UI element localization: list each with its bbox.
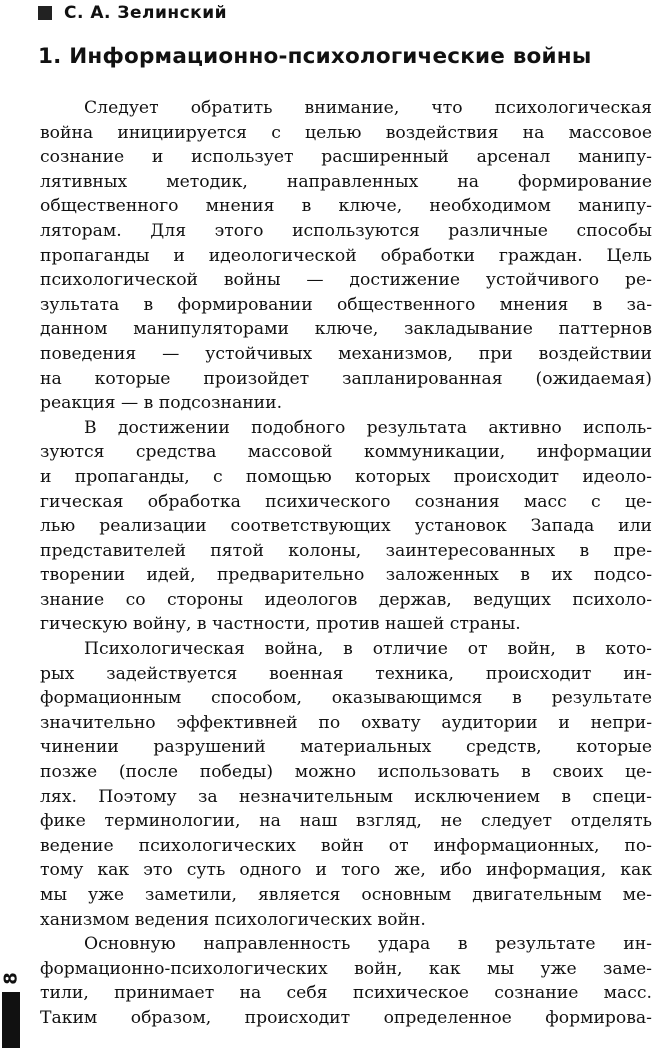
text-line: данном манипуляторами ключе, закладывание паттернов (40, 319, 652, 340)
text-line: общественного мнения в ключе, необходимом манипу- (40, 196, 652, 217)
text-line: значительно эффективней по охвату аудитории и непри- (40, 712, 652, 733)
text-line: рых задействуется военная техника, происходит ин- (40, 663, 652, 684)
text-line: зуются средства массовой коммуникации, информации (40, 442, 652, 463)
text-line: гическую войну, в частности, против нашей страны. (40, 614, 521, 635)
text-line: В достижении подобного результата активно исполь- (84, 417, 652, 438)
text-line: творении идей, предварительно заложенных в их подсо- (40, 565, 652, 586)
text-line: ханизмом ведения психологических войн. (40, 909, 426, 930)
text-line: Следует обратить внимание, что психологическая (84, 98, 652, 118)
author-name: С. А. Зелинский (64, 3, 228, 23)
text-line: формационно-психологических войн, как мы уже заме- (40, 958, 652, 979)
text-line: на которые произойдет запланированная (ожидаемая) (40, 368, 652, 389)
running-head (38, 2, 227, 24)
text-line: поведения — устойчивых механизмов, при воздействии (40, 343, 652, 364)
text-line: сознание и использует расширенный арсенал манипу- (40, 147, 652, 168)
text-line: гическая обработка психического сознания масс с це- (40, 491, 652, 512)
text-line: знание со стороны идеологов держав, ведущих психоло- (40, 589, 652, 610)
text-line: и пропаганды, с помощью которых происходит идеоло- (40, 466, 652, 487)
chapter-title: 1. Информационно-психологические войны (38, 44, 592, 69)
text-line: представителей пятой колоны, заинтересованных в пре- (40, 540, 652, 561)
text-line: ляторам. Для этого используются различные способы (40, 220, 652, 241)
text-line: тили, принимает на себя психическое сознание масс. (40, 983, 652, 1004)
page-edge-bar (2, 992, 20, 1048)
text-line: тому как это суть одного и того же, ибо информация, как (40, 860, 652, 881)
text-line: чинении разрушений материальных средств, которые (40, 737, 652, 758)
text-line: Основную направленность удара в результате ин- (84, 934, 652, 955)
text-line: лятивных методик, направленных на формирование (40, 171, 652, 192)
text-line: реакция — в подсознании. (40, 393, 283, 414)
text-line: зультата в формировании общественного мнения в за- (40, 294, 652, 315)
text-line: лях. Поэтому за незначительным исключением в специ- (40, 786, 652, 807)
text-line: психологической войны — достижение устойчивого ре- (40, 270, 652, 291)
text-line: позже (после победы) можно использовать в своих це- (40, 762, 652, 783)
text-line: мы уже заметили, является основным двигательным ме- (40, 885, 652, 905)
text-line: Психологическая война, в отличие от войн, в кото- (84, 639, 652, 660)
text-line: ведение психологических войн от информационных, по- (40, 835, 652, 856)
page-number: 8 (0, 972, 22, 985)
text-line: Таким образом, происходит определенное формирова- (40, 1007, 652, 1028)
text-line: формационным способом, оказывающимся в результате (40, 688, 652, 709)
body-text (40, 96, 652, 1031)
text-line: война инициируется с целью воздействия на массовое (40, 122, 652, 143)
text-line: пропаганды и идеологической обработки граждан. Цель (40, 245, 652, 266)
text-line: лью реализации соответствующих установок Запада или (40, 516, 652, 537)
square-bullet-icon (38, 6, 52, 20)
text-line: фике терминологии, на наш взгляд, не следует отделять (40, 811, 652, 832)
